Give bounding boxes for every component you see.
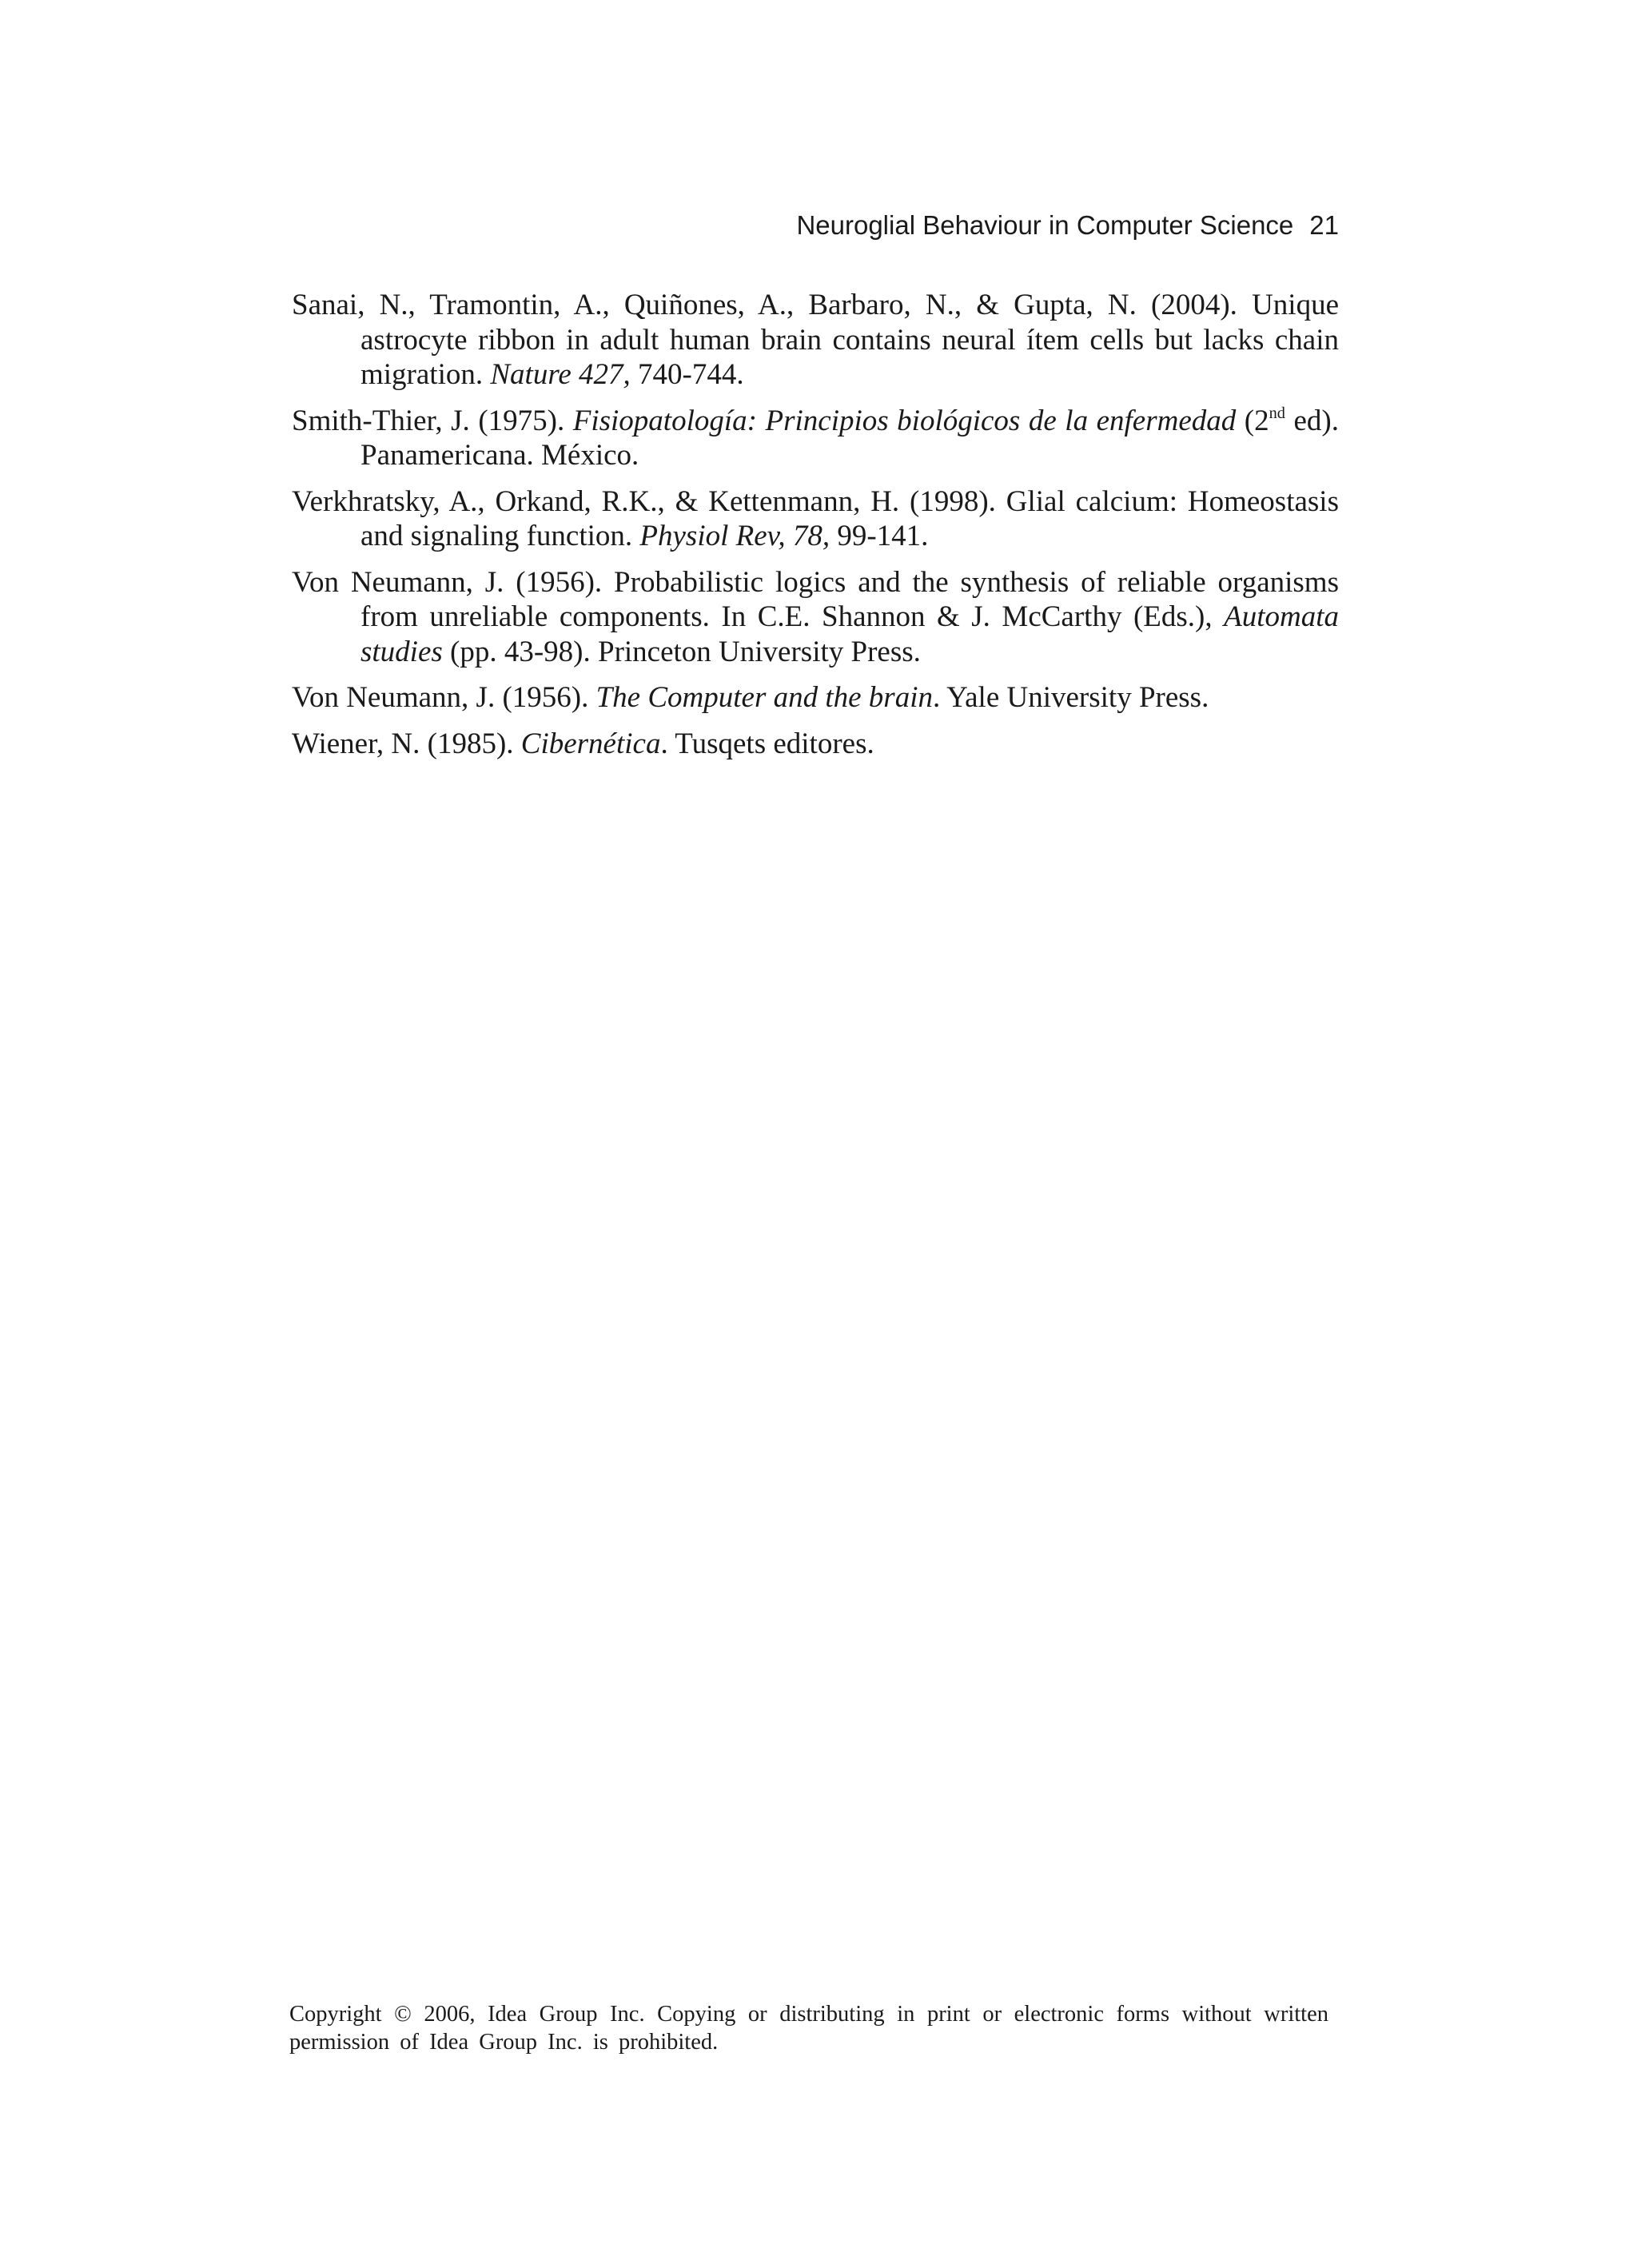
copyright-line-1: Copyright © 2006, Idea Group Inc. Copying or distributing in print or electronic forms without written [289, 2002, 1328, 2027]
ref-publisher: . Yale University Press. [932, 681, 1209, 714]
reference-list [292, 288, 1339, 772]
ref-authors-year: Von Neumann, J. (1956). [292, 681, 596, 714]
ref-pages: (pp. 43-98). Princeton University Press. [442, 635, 921, 668]
ref-authors-year: Von Neumann, J. (1956). [292, 565, 615, 599]
ref-book-title: Fisiopatología: Principios biológicos de la enfermedad [572, 404, 1237, 437]
ref-title: Probabilistic logics and the synthesis of reliable organisms from unreliable components. In C.E. Shannon & J. McCarthy (Eds.), [360, 565, 1339, 633]
ref-authors-year: Smith-Thier, J. (1975). [292, 404, 573, 437]
ref-journal: Nature 427, [490, 358, 631, 391]
ref-title: Unique astrocyte ribbon in adult human brain contains neural ítem cells but lacks chain migration. [360, 289, 1339, 391]
ref-publisher: . Tusqets editores. [660, 727, 874, 760]
ref-journal: Physiol Rev, 78, [639, 520, 830, 552]
ref-authors-year: Wiener, N. (1985). [292, 727, 521, 760]
ref-edition-sup: nd [1269, 404, 1285, 422]
ref-publisher: Panamericana. México. [360, 439, 639, 472]
page-number: 21 [1309, 210, 1339, 240]
ref-title: Glial calcium: Homeostasis and signaling function. [360, 484, 1339, 552]
ref-authors-year: Sanai, N., Tramontin, A., Quiñones, A., Barbaro, N., & Gupta, N. (2004). [292, 289, 1253, 321]
copyright-footer [289, 2000, 1328, 2056]
running-head [796, 206, 1339, 245]
ref-book-title: Automata studies [360, 600, 1339, 668]
reference-sanai-2004 [292, 288, 1339, 393]
ref-book-title: Cibernética [520, 727, 661, 760]
ref-pages: 740-744. [630, 358, 744, 391]
ref-pages: 99-141. [830, 520, 929, 552]
reference-von-neumann-1956a [292, 565, 1339, 670]
ref-book-title: The Computer and the brain [595, 681, 933, 714]
running-title: Neuroglial Behaviour in Computer Science [796, 210, 1294, 240]
reference-smith-thier-1975 [292, 404, 1339, 473]
reference-von-neumann-1956b [292, 680, 1339, 715]
ref-authors-year: Verkhratsky, A., Orkand, R.K., & Kettenmann, H. (1998). [292, 484, 1006, 518]
reference-verkhratsky-1998 [292, 484, 1339, 554]
copyright-line-2: permission of Idea Group Inc. is prohibited. [289, 2030, 719, 2055]
ref-edition-close: ed). [1285, 404, 1339, 437]
ref-edition-open: (2 [1236, 404, 1269, 437]
reference-wiener-1985 [292, 727, 1339, 762]
